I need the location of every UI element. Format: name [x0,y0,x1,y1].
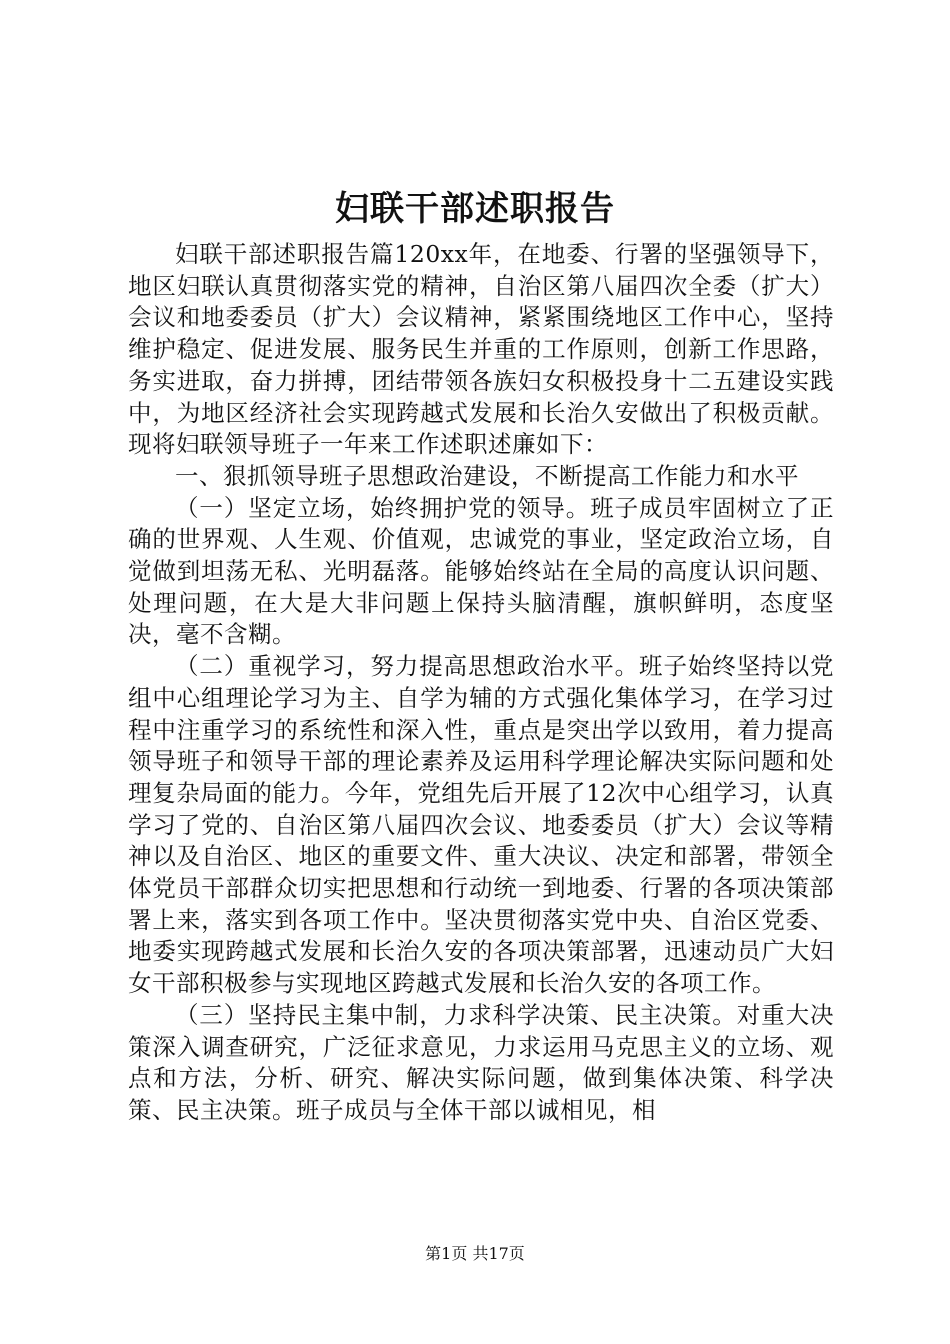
paragraph-1: （一）坚定立场，始终拥护党的领导。班子成员牢固树立了正确的世界观、人生观、价值观，忠诚党的事业，坚定政治立场，自觉做到坦荡无私、光明磊落。能够始终站在全局的高度认识问题、处理问题，在大是大非问题上保持头脑清醒，旗帜鲜明，态度坚决，毫不含糊。 [128,493,834,649]
paragraph-3: （三）坚持民主集中制，力求科学决策、民主决策。对重大决策深入调查研究，广泛征求意见，力求运用马克思主义的立场、观点和方法，分析、研究、解决实际问题，做到集体决策、科学决策、民主决策。班子成员与全体干部以诚相见，相 [128,1000,834,1124]
section-heading-1: 一、狠抓领导班子思想政治建设，不断提高工作能力和水平 [175,461,799,490]
page-number-footer: 第1页 共17页 [425,1244,525,1263]
document-title: 妇联干部述职报告 [335,189,615,229]
document-body [128,239,834,1127]
paragraph-intro: 妇联干部述职报告篇120xx年，在地委、行署的坚强领导下，地区妇联认真贯彻落实党的精神，自治区第八届四次全委（扩大）会议和地委委员（扩大）会议精神，紧紧围绕地区工作中心，坚持维护稳定、促进发展、服务民生并重的工作原则，创新工作思路，务实进取，奋力拼搏，团结带领各族妇女积极投身十二五建设实践中，为地区经济社会实现跨越式发展和长治久安做出了积极贡献。现将妇联领导班子一年来工作述职述廉如下： [128,240,834,459]
paragraph-2: （二）重视学习，努力提高思想政治水平。班子始终坚持以党组中心组理论学习为主、自学为辅的方式强化集体学习，在学习过程中注重学习的系统性和深入性，重点是突出学以致用，着力提高领导班子和领导干部的理论素养及运用科学理论解决实际问题和处理复杂局面的能力。今年，党组先后开展了12次中心组学习，认真学习了党的、自治区第八届四次会议、地委委员（扩大）会议等精神以及自治区、地区的重要文件、重大决议、决定和部署，带领全体党员干部群众切实把思想和行动统一到地委、行署的各项决策部署上来，落实到各项工作中。坚决贯彻落实党中央、自治区党委、地委实现跨越式发展和长治久安的各项决策部署，迅速动员广大妇女干部积极参与实现地区跨越式发展和长治久安的各项工作。 [128,652,834,998]
